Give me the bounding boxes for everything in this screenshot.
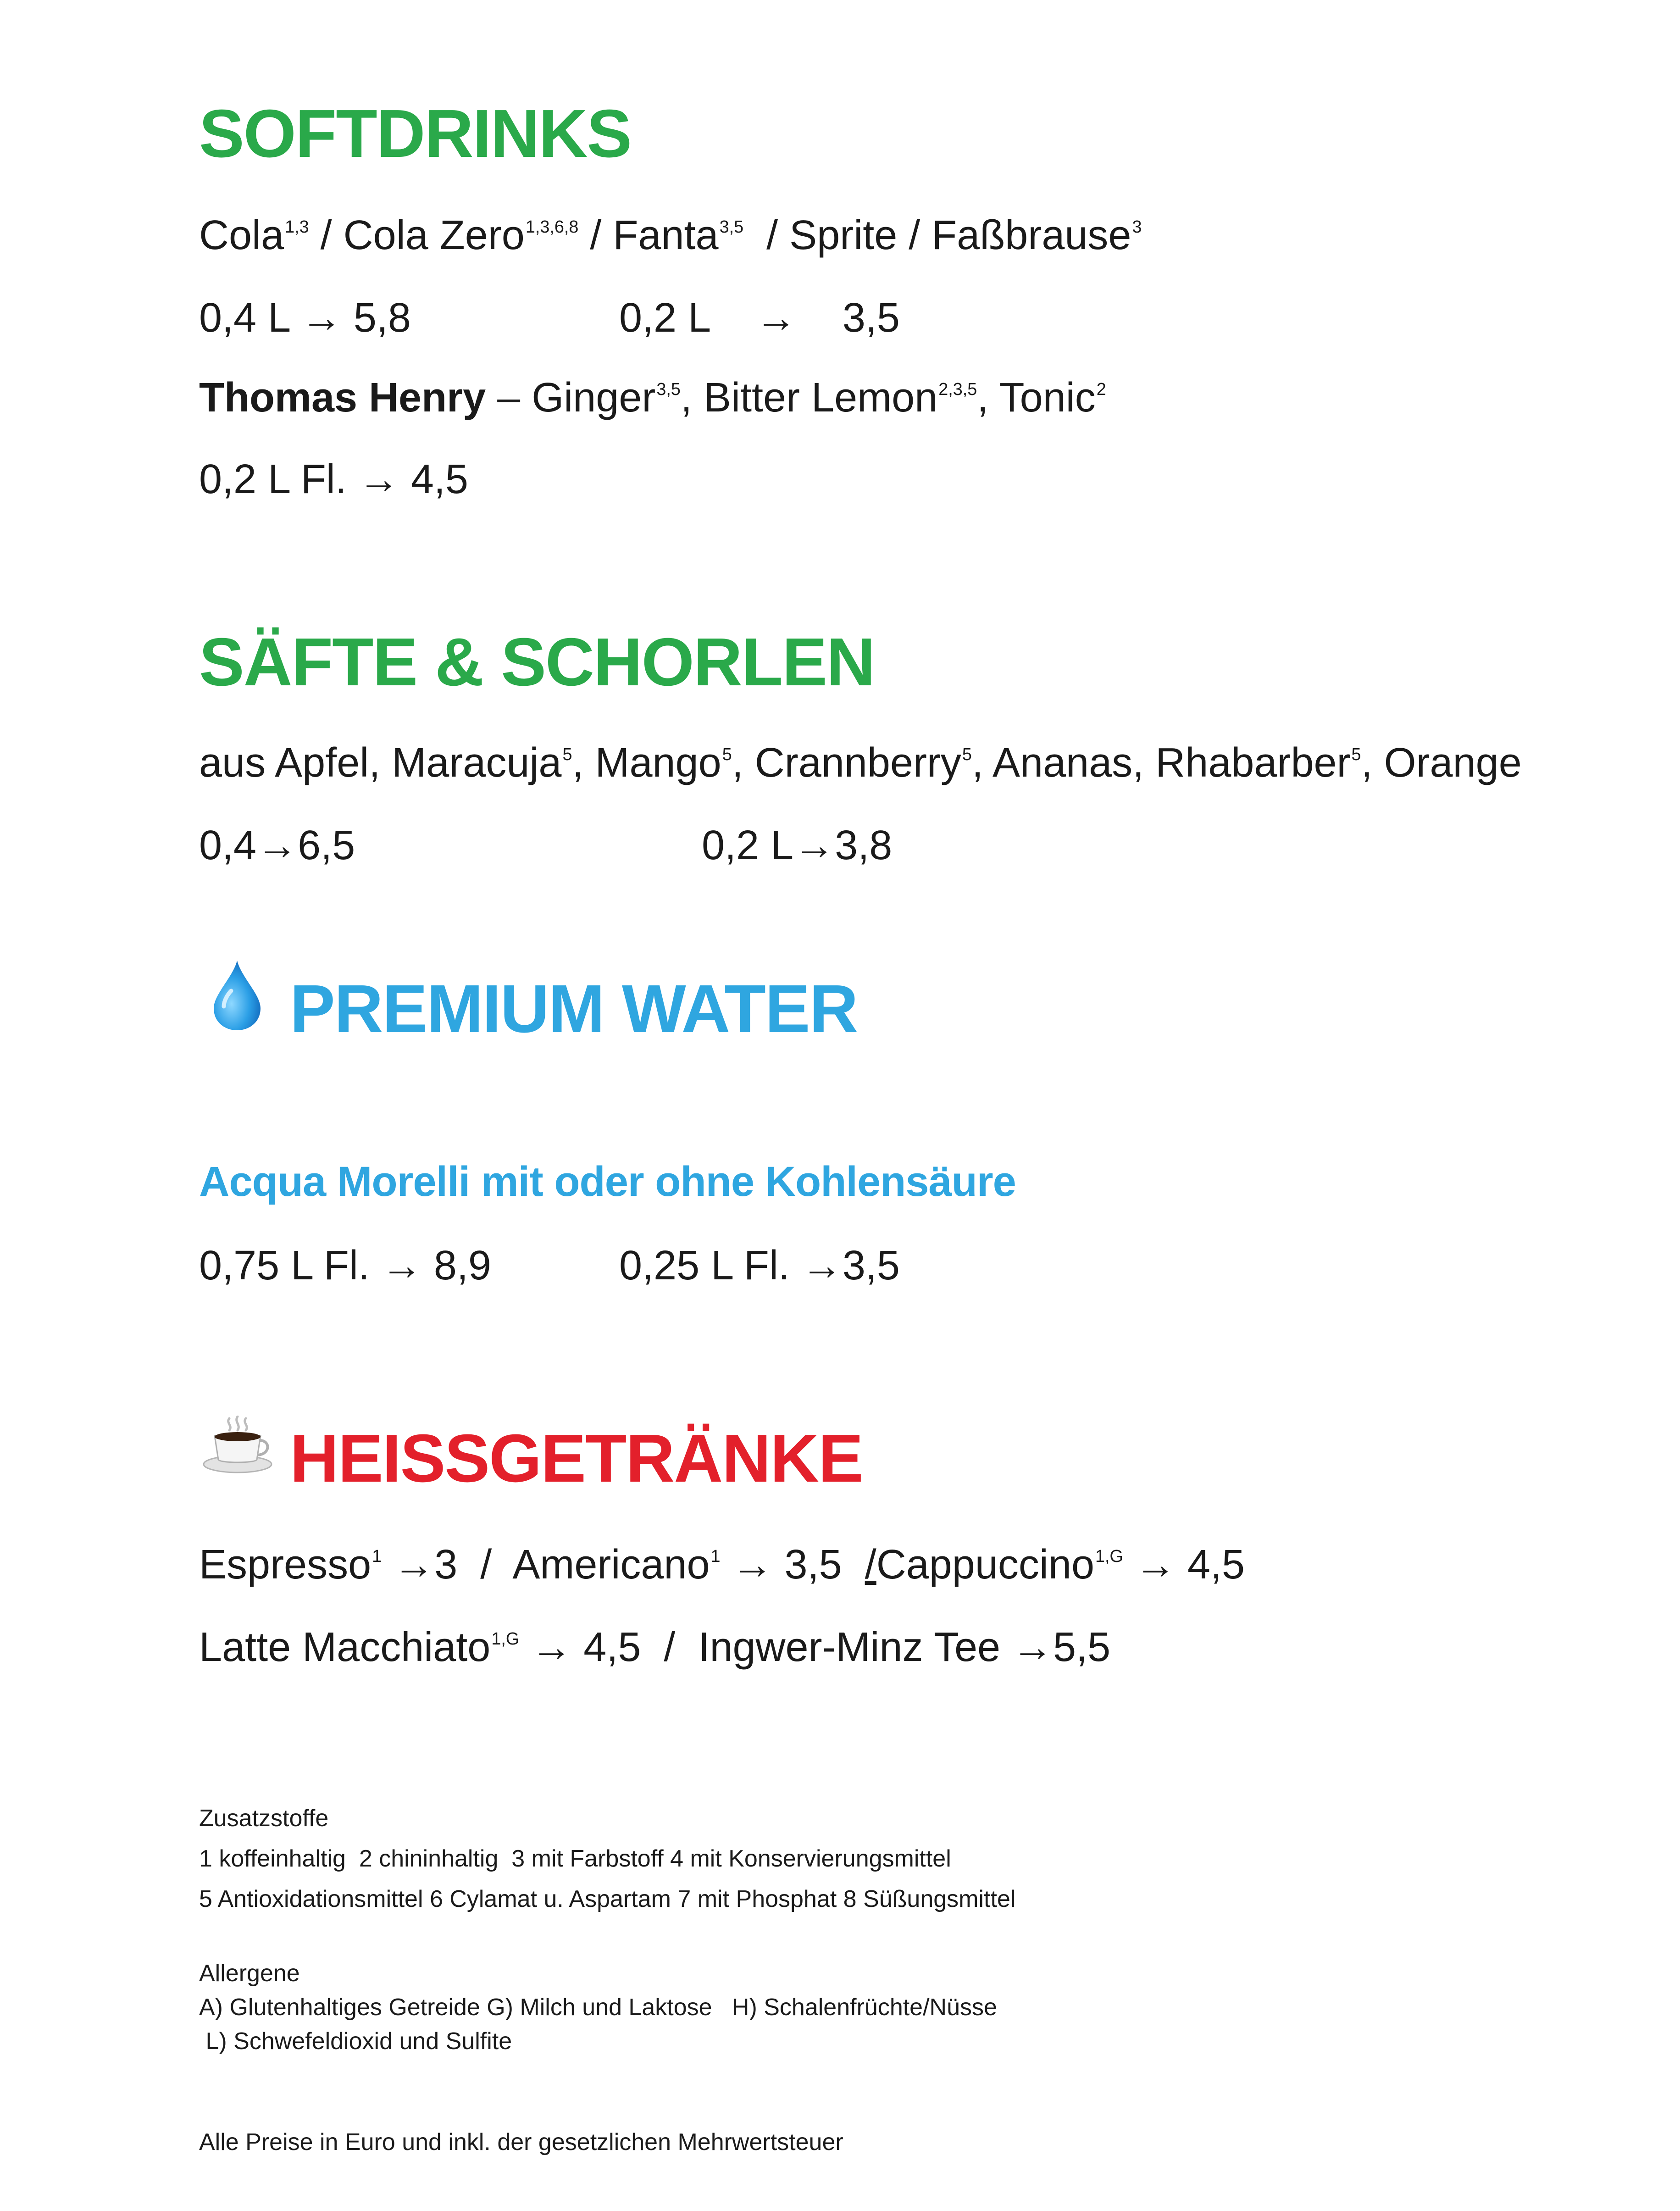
item-mango: Mango (595, 740, 721, 786)
americano-additives: 1 (710, 1547, 721, 1567)
item-fanta: Fanta (613, 212, 719, 258)
water-drop-icon (210, 959, 264, 1032)
allergene-title: Allergene (199, 1960, 300, 1987)
item-sprite: Sprite (789, 212, 898, 258)
bitter-lemon-additives: 2,3,5 (938, 380, 977, 400)
item-espresso: Espresso (199, 1542, 371, 1588)
cola-zero-additives: 1,3,6,8 (525, 217, 579, 237)
saefte-prefix: aus Apfel, (199, 740, 392, 786)
water-price-large: 0,75 L Fl. → 8,9 (199, 1243, 491, 1289)
separator: , (977, 375, 999, 421)
saefte-price-small: 0,2 L→3,8 (702, 822, 893, 868)
price-note: Alle Preise in Euro und inkl. der gesetzlichen Mehrwertsteuer (199, 2129, 843, 2155)
espresso-additives: 1 (372, 1547, 382, 1567)
item-tonic: Tonic (999, 375, 1096, 421)
softdrinks-price-large: 0,4 L → 5,8 (199, 295, 411, 341)
allergene-line2: L) Schwefeldioxid und Sulfite (199, 2028, 512, 2055)
mango-additives: 5 (722, 745, 732, 765)
coffee-cup-icon (202, 1416, 273, 1474)
water-subheading: Acqua Morelli mit oder ohne Kohlensäure (199, 1158, 1016, 1205)
premium-water-heading: PREMIUM WATER (290, 971, 858, 1047)
separator: / (743, 212, 790, 258)
tonic-additives: 2 (1096, 380, 1106, 400)
maracuja-additives: 5 (562, 745, 572, 765)
separator: – (486, 375, 532, 421)
item-rhabarber: Rhabarber (1155, 740, 1351, 786)
allergene-line1: A) Glutenhaltiges Getreide G) Milch und Laktose H) Schalenfrüchte/Nüsse (199, 1994, 997, 2021)
item-crannberry: Crannberry (754, 740, 961, 786)
crannberry-additives: 5 (962, 745, 972, 765)
separator: , (732, 740, 755, 786)
rhabarber-additives: 5 (1351, 745, 1361, 765)
softdrinks-heading: SOFTDRINKS (199, 96, 631, 172)
item-cola-zero: Cola Zero (343, 212, 525, 258)
zusatzstoffe-line1: 1 koffeinhaltig 2 chininhaltig 3 mit Farbstoff 4 mit Konservierungsmittel (199, 1845, 951, 1872)
saefte-list (199, 740, 1522, 786)
cola-additives: 1,3 (285, 217, 309, 237)
hot-drinks-line1 (199, 1542, 1245, 1588)
separator: , (572, 740, 595, 786)
softdrinks-price-small: 0,2 L → 3,5 (619, 295, 900, 341)
softdrinks-list (199, 212, 1142, 258)
zusatzstoffe-line2: 5 Antioxidationsmittel 6 Cylamat u. Aspartam 7 mit Phosphat 8 Süßungsmittel (199, 1886, 1016, 1912)
item-fassbrause: Faßbrause (931, 212, 1131, 258)
saefte-price-large: 0,4→6,5 (199, 822, 355, 868)
item-bitter-lemon: Bitter Lemon (703, 375, 938, 421)
heissgetraenke-heading: HEISSGETRÄNKE (290, 1421, 863, 1496)
item-cola: Cola (199, 212, 284, 258)
separator: , Orange (1361, 740, 1522, 786)
latte-and-tea-price: → 4,5 / Ingwer-Minz Tee →5,5 (519, 1624, 1111, 1670)
cappuccino-additives: 1,G (1095, 1547, 1123, 1567)
item-maracuja: Maracuja (392, 740, 562, 786)
separator: , Ananas, (971, 740, 1156, 786)
thomas-henry-brand: Thomas Henry (199, 375, 486, 421)
item-americano: Americano (512, 1542, 710, 1588)
cappuccino-price: → 4,5 (1123, 1542, 1245, 1588)
hot-drinks-line2 (199, 1624, 1111, 1670)
latte-additives: 1,G (491, 1629, 520, 1649)
separator: / (578, 212, 613, 258)
fanta-additives: 3,5 (719, 217, 744, 237)
zusatzstoffe-title: Zusatzstoffe (199, 1805, 329, 1832)
separator: / (897, 212, 932, 258)
americano-price: → 3,5 (720, 1542, 865, 1588)
espresso-price: →3 / (382, 1542, 513, 1588)
item-latte-macchiato: Latte Macchiato (199, 1624, 491, 1670)
separator: / (865, 1542, 876, 1588)
thomas-henry-price: 0,2 L Fl. → 4,5 (199, 456, 468, 502)
separator: / (309, 212, 344, 258)
saefte-heading: SÄFTE & SCHORLEN (199, 624, 875, 700)
item-cappuccino: Cappuccino (876, 1542, 1095, 1588)
separator: , (680, 375, 704, 421)
item-ginger: Ginger (532, 375, 656, 421)
thomas-henry-line (199, 375, 1106, 421)
fassbrause-additives: 3 (1132, 217, 1142, 237)
ginger-additives: 3,5 (656, 380, 681, 400)
water-price-small: 0,25 L Fl. →3,5 (619, 1243, 900, 1289)
